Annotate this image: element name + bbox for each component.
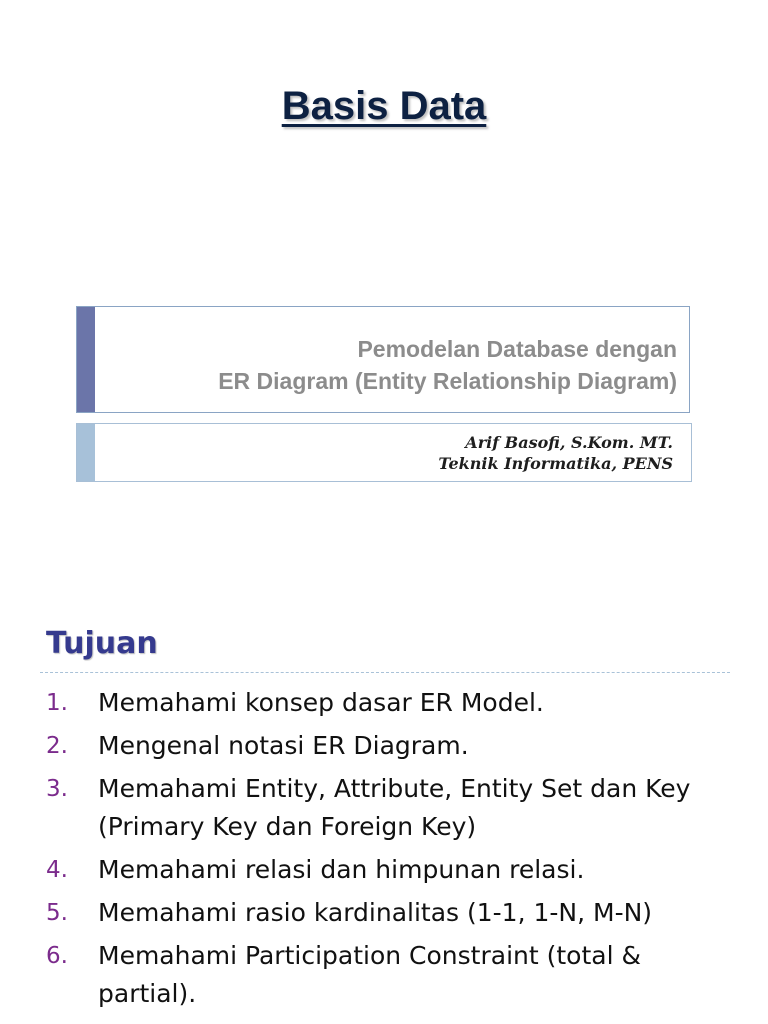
section-divider bbox=[40, 672, 730, 673]
author-affiliation: Teknik Informatika, PENS bbox=[438, 454, 673, 473]
list-item-text: Memahami Entity, Attribute, Entity Set dan Key (Primary Key dan Foreign Key) bbox=[98, 774, 691, 841]
section-heading: Tujuan bbox=[46, 626, 158, 661]
goals-slide bbox=[0, 600, 768, 1024]
list-item-number: 3. bbox=[46, 776, 68, 802]
slide-title-text: Basis Data bbox=[281, 84, 487, 128]
subtitle-text bbox=[218, 333, 677, 397]
list-item bbox=[0, 684, 768, 722]
goal-list bbox=[0, 684, 768, 1018]
list-item-text: Memahami rasio kardinalitas (1-1, 1-N, M-N) bbox=[98, 898, 653, 927]
author-name: Arif Basofi, S.Kom. MT. bbox=[465, 433, 673, 452]
list-item bbox=[0, 770, 768, 846]
author-box bbox=[76, 423, 692, 482]
subtitle-line-1: Pemodelan Database dengan bbox=[357, 336, 677, 362]
list-item-text: Memahami Participation Constraint (total & partial). bbox=[98, 941, 641, 1008]
list-item-text: Memahami konsep dasar ER Model. bbox=[98, 688, 544, 717]
author-accent-bar bbox=[77, 424, 95, 481]
slide-title bbox=[0, 80, 768, 132]
subtitle-accent-bar bbox=[77, 307, 95, 412]
list-item bbox=[0, 894, 768, 932]
list-item-number: 6. bbox=[46, 943, 68, 969]
list-item bbox=[0, 727, 768, 765]
list-item-number: 1. bbox=[46, 690, 68, 716]
list-item-number: 5. bbox=[46, 900, 68, 926]
list-item-number: 4. bbox=[46, 857, 68, 883]
list-item-number: 2. bbox=[46, 733, 68, 759]
list-item bbox=[0, 851, 768, 889]
subtitle-line-2: ER Diagram (Entity Relationship Diagram) bbox=[218, 368, 677, 394]
list-item-text: Mengenal notasi ER Diagram. bbox=[98, 731, 469, 760]
list-item-text: Memahami relasi dan himpunan relasi. bbox=[98, 855, 585, 884]
author-text bbox=[438, 432, 673, 474]
list-item bbox=[0, 937, 768, 1013]
subtitle-box bbox=[76, 306, 690, 413]
